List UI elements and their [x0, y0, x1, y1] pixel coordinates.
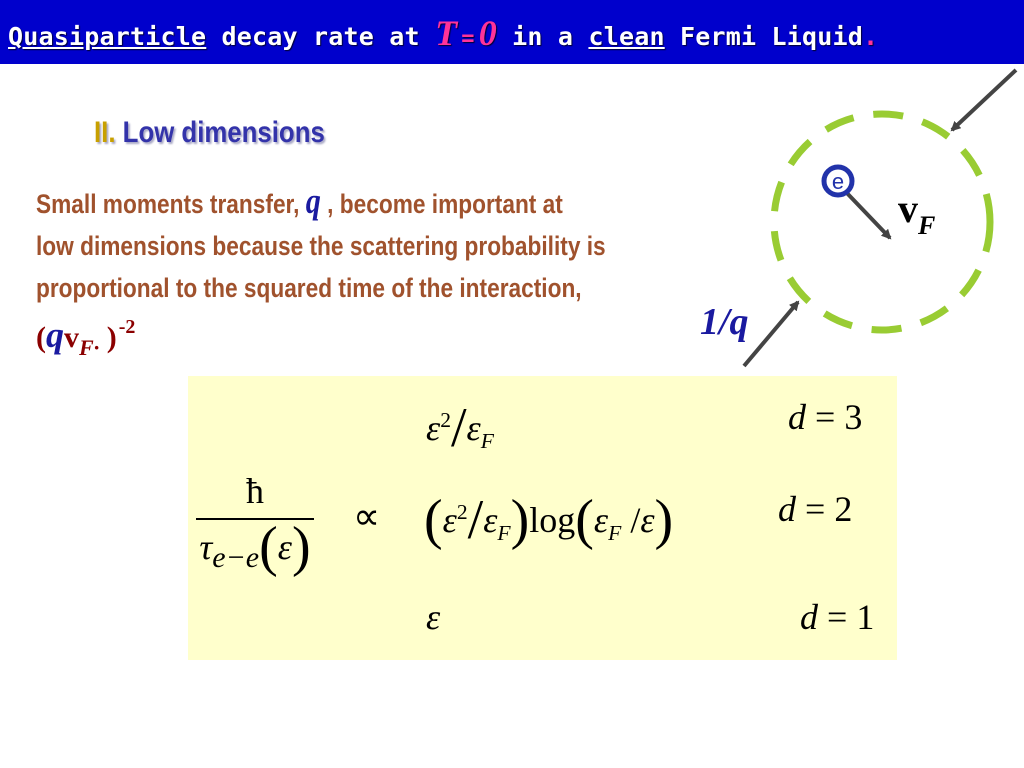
title-text-3: in a [496, 22, 589, 51]
row1-slash: / [450, 397, 467, 459]
q-symbol: q [305, 181, 321, 221]
circle-pointer-arrow [952, 70, 1016, 130]
row3-d: d [800, 597, 818, 637]
lhs-open-paren: ( [259, 516, 278, 578]
scattering-region-circle [774, 114, 990, 330]
title-zero-symbol: 0 [478, 13, 497, 53]
wavelength-label: 1/q [700, 301, 749, 343]
row2-slash: / [467, 489, 484, 551]
title-text-2: decay rate at [206, 22, 436, 51]
row2-rhs [424, 488, 673, 552]
expr-v: v [64, 321, 79, 354]
section-label: Low dimensions [115, 116, 325, 149]
body-line-1 [36, 180, 716, 225]
lhs-epsilon: ε [277, 527, 292, 567]
expr-exponent: -2 [118, 316, 136, 338]
row3-equals: = [818, 597, 857, 637]
row2-exponent: 2 [456, 500, 468, 524]
velocity-v: v [898, 186, 918, 231]
expr-close-paren: ) [99, 321, 117, 354]
qvf-expression [36, 314, 136, 360]
row2-equals: = [796, 489, 835, 529]
row2-log-epsilon: ε [593, 500, 609, 540]
lhs-subscript: e−e [212, 541, 260, 575]
body-paragraph [36, 180, 716, 309]
velocity-label [898, 186, 935, 240]
row3-value: 1 [856, 597, 875, 637]
expr-q: q [46, 315, 64, 355]
expr-dot: · [93, 335, 100, 360]
lhs-hbar: ħ [246, 471, 264, 511]
body-line-1-a: Small moments transfer, [36, 189, 306, 219]
row1-value: 3 [844, 397, 863, 437]
row1-epsilon-f: ε [466, 408, 481, 448]
row2-log-epsilon-2: ε [640, 500, 655, 540]
title-quasiparticle: Quasiparticle [8, 22, 207, 51]
row2-log: log [529, 500, 576, 540]
row1-equals: = [806, 397, 845, 437]
row1-epsilon: ε [426, 408, 441, 448]
body-line-1-b: , become important at [320, 189, 563, 219]
body-line-3: proportional to the squared time of the interaction, [36, 273, 582, 303]
row2-subscript: F [497, 521, 511, 546]
row1-rhs [426, 396, 494, 460]
row3-condition [800, 596, 874, 638]
row2-open-paren: ( [424, 489, 443, 551]
row2-log-slash: / [621, 500, 641, 540]
slide-title [8, 0, 878, 64]
equation-box [188, 376, 897, 660]
row1-exponent: 2 [440, 408, 451, 432]
electron-label: e [831, 169, 845, 194]
row3-epsilon: ε [426, 597, 441, 637]
proportional-symbol: ∝ [353, 496, 381, 538]
lhs-denominator [196, 516, 314, 581]
row2-value: 2 [834, 489, 853, 529]
expr-open-paren: ( [36, 321, 46, 354]
section-roman-numeral: II. [94, 116, 116, 149]
section-heading [94, 116, 325, 150]
row2-log-subscript: F [608, 521, 622, 546]
row2-epsilon-f: ε [483, 500, 498, 540]
title-clean: clean [588, 22, 665, 51]
velocity-arrow [844, 190, 890, 238]
lhs-close-paren: ) [291, 516, 311, 578]
row2-log-open: ( [575, 489, 594, 551]
lhs-fraction [196, 468, 314, 581]
wavelength-arrow [744, 302, 798, 366]
row1-condition [788, 396, 862, 438]
row2-d: d [778, 489, 796, 529]
diagram-svg [690, 60, 1024, 380]
expr-subscript-f: F [79, 335, 94, 360]
title-bar [0, 0, 1024, 64]
row1-d: d [788, 397, 806, 437]
body-line-2: low dimensions because the scattering probability is [36, 231, 606, 261]
row2-epsilon: ε [442, 500, 457, 540]
velocity-subscript: F [918, 211, 936, 240]
title-equals: = [461, 26, 475, 51]
row1-subscript: F [480, 429, 494, 454]
title-T-symbol: T [435, 13, 458, 53]
scattering-diagram [690, 60, 1024, 380]
title-text-5: Fermi Liquid [664, 22, 863, 51]
row2-close-paren: ) [510, 489, 530, 551]
row2-log-close: ) [654, 489, 674, 551]
row3-rhs [426, 596, 440, 638]
row2-condition [778, 488, 852, 530]
lhs-tau: τ [199, 527, 213, 567]
title-period: . [862, 22, 879, 51]
